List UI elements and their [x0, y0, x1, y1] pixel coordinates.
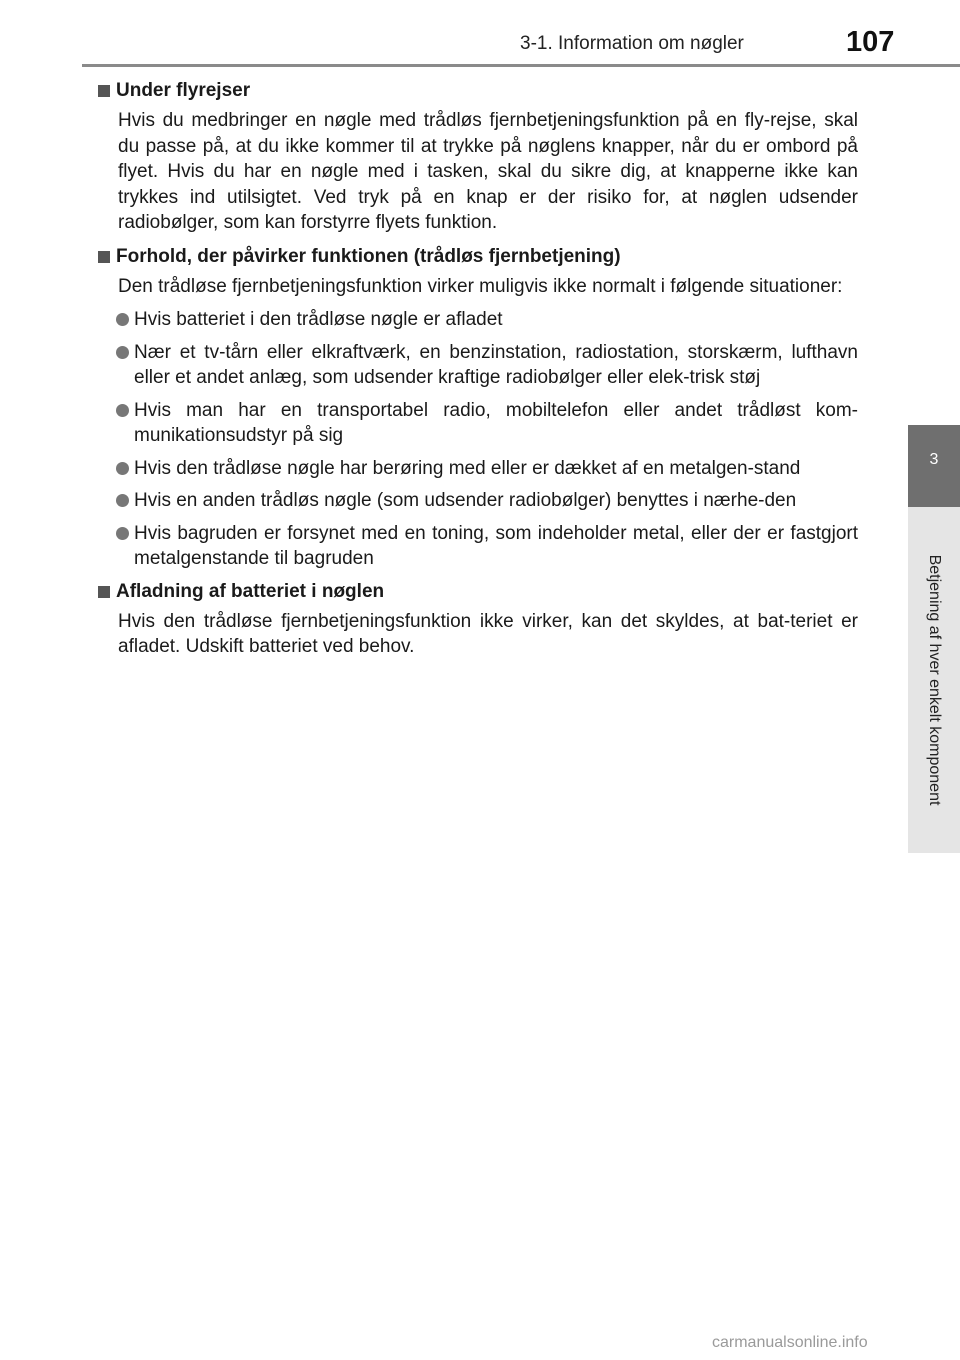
square-bullet-icon	[98, 251, 110, 263]
square-bullet-icon	[98, 85, 110, 97]
list-item: Hvis den trådløse nøgle har berøring med eller er dækket af en metalgen-stand	[118, 456, 858, 482]
watermark-link[interactable]: carmanualsonline.info	[712, 1334, 868, 1351]
circle-bullet-icon	[116, 462, 129, 475]
list-item: Hvis en anden trådløs nøgle (som udsender radiobølger) benyttes i nærhe-den	[118, 488, 858, 514]
square-bullet-icon	[98, 586, 110, 598]
header-section-title: 3-1. Information om nøgler	[520, 33, 744, 54]
list-item: Nær et tv-tårn eller elkraftværk, en benzinstation, radiostation, storskærm, lufthavn eller et andet anlæg, som udsender kraftige radiobølger eller elek-trisk støj	[118, 340, 858, 391]
circle-bullet-icon	[116, 346, 129, 359]
list-item: Hvis bagruden er forsynet med en toning, som indeholder metal, eller der er fastgjort metalgenstande til bagruden	[118, 521, 858, 572]
header-rule	[82, 64, 960, 67]
section-heading-text: Afladning af batteriet i nøglen	[116, 580, 385, 602]
section-heading	[98, 78, 858, 104]
section-heading-text: Under flyrejser	[116, 80, 251, 101]
chapter-title-vertical: Betjening af hver enkelt komponent	[926, 554, 943, 806]
circle-bullet-icon	[116, 313, 129, 326]
section-paragraph: Hvis den trådløse fjernbetjeningsfunktion ikke virker, kan det skyldes, at bat-teriet er afladet. Udskift batteriet ved behov.	[118, 610, 858, 657]
page-number: 107	[846, 26, 895, 58]
list-item: Hvis batteriet i den trådløse nøgle er afladet	[118, 307, 858, 333]
section-heading	[98, 244, 858, 270]
circle-bullet-icon	[116, 404, 129, 417]
section-paragraph: Hvis du medbringer en nøgle med trådløs fjernbetjeningsfunktion på en fly-rejse, skal du passe på, at du ikke kommer til at trykke på nøglens knapper, når du er ombord på flyet. Hvis du har en nøgle med i tasken, skal du sikre dig, at knapperne ikke kan trykkes ind utilsigtet. Ved tryk på en knap er der risiko for, at nøglen udsender radiobølger, som kan forstyrre flyets funktion.	[118, 110, 858, 233]
circle-bullet-icon	[116, 527, 129, 540]
page-content	[98, 78, 858, 668]
section-heading-text: Forhold, der påvirker funktionen (trådløs fjernbetjening)	[116, 245, 621, 267]
section-paragraph: Den trådløse fjernbetjeningsfunktion virker muligvis ikke normalt i følgende situationer:	[118, 275, 843, 297]
circle-bullet-icon	[116, 494, 129, 507]
chapter-tab: 3	[908, 425, 960, 507]
situation-list	[118, 307, 858, 572]
section-heading	[98, 579, 858, 605]
list-item: Hvis man har en transportabel radio, mobiltelefon eller andet trådløst kom-munikationsudstyr på sig	[118, 398, 858, 449]
